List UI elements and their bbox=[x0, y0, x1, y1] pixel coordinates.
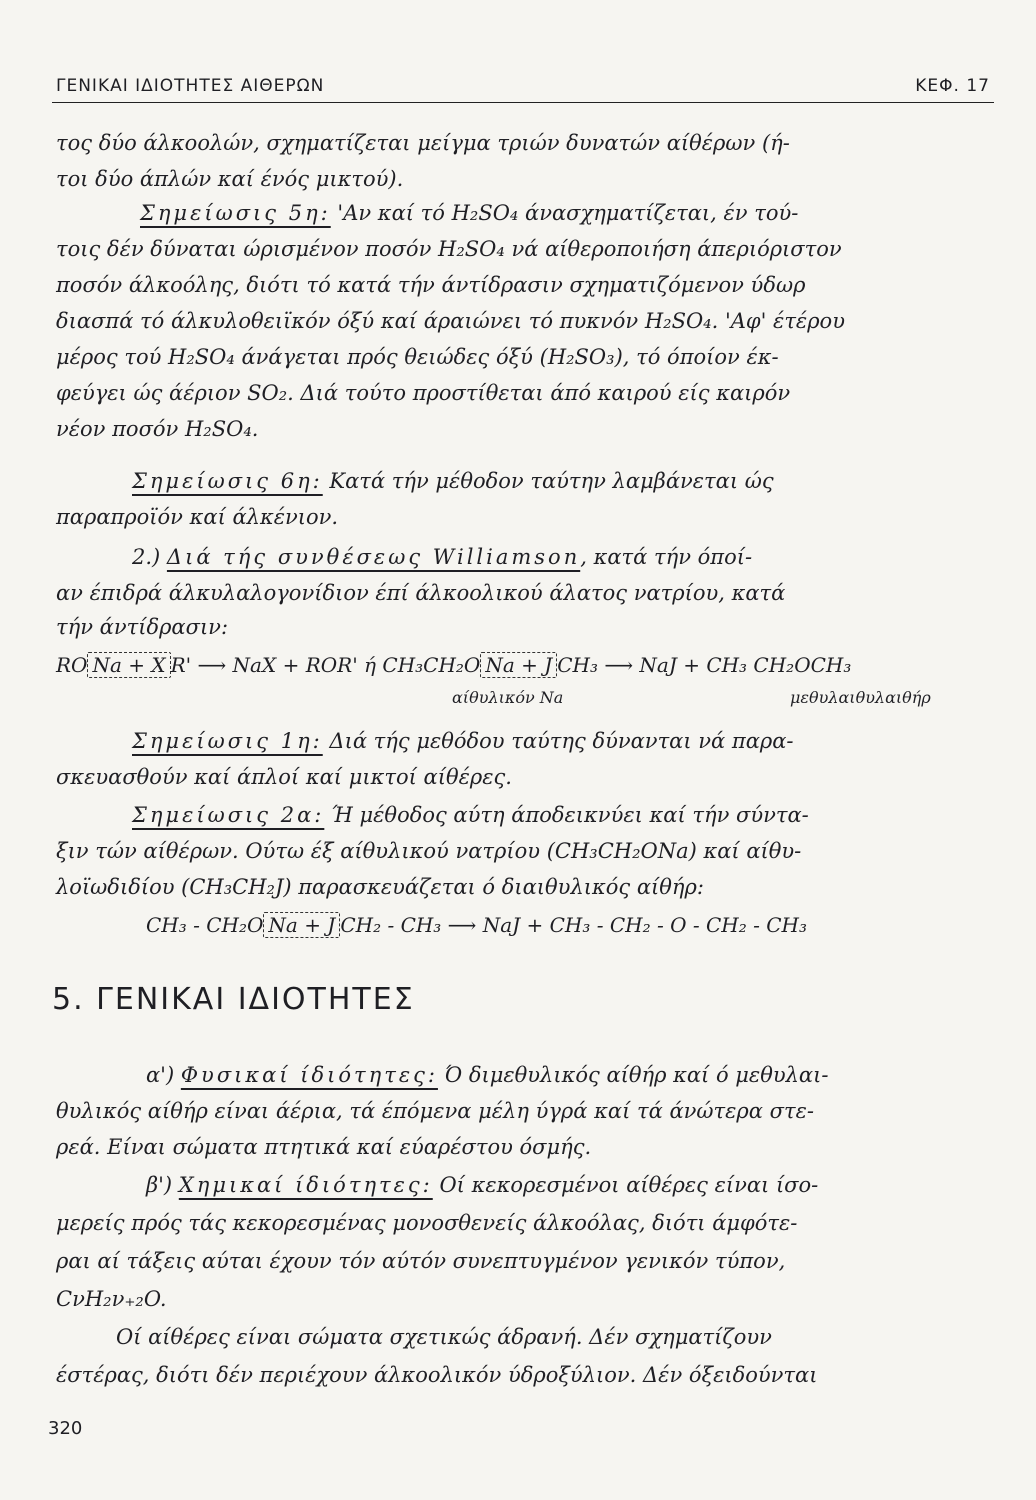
note-1-label: Σημείωσις 1η: bbox=[132, 729, 323, 753]
eq1-box-2: Na + J bbox=[480, 652, 557, 678]
note-5 bbox=[0, 198, 1036, 228]
phys-text: Ό διμεθυλικός αίθήρ καί ό μεθυλαι- bbox=[444, 1063, 829, 1087]
method-2-number: 2.) bbox=[132, 545, 161, 569]
note-6-label: Σημείωσις 6η: bbox=[132, 469, 323, 493]
chem-text: Οί κεκορεσμένοι αίθέρες είναι ίσο- bbox=[439, 1173, 819, 1197]
eq1-label-left: αίθυλικόν Na bbox=[452, 688, 564, 707]
note-2-label: Σημείωσις 2α: bbox=[132, 803, 325, 827]
physical-properties bbox=[0, 1060, 1036, 1090]
text-line: τήν άντίδρασιν: bbox=[56, 615, 229, 639]
text-line: αν έπιδρά άλκυλαλογονίδιον έπί άλκοολικού άλατος νατρίου, κατά bbox=[56, 581, 786, 605]
method-2-text: , κατά τήν όποί- bbox=[580, 545, 753, 569]
text-line: έστέρας, διότι δέν περιέχουν άλκοολικόν ύδροξύλιον. Δέν όξειδούνται bbox=[56, 1363, 818, 1387]
eq2-part-a: CH₃ - CH₂O bbox=[146, 913, 264, 937]
eq1-part-b: R' ⟶ NaX + ROR' ή CH₃CH₂O bbox=[170, 653, 481, 677]
text-line: τος δύο άλκοολών, σχηματίζεται μείγμα τριών δυνατών αίθέρων (ή- bbox=[56, 131, 790, 155]
note-1-text: Διά τής μεθόδου ταύτης δύνανται νά παρα- bbox=[329, 729, 794, 753]
eq2-box: Na + J bbox=[263, 912, 340, 938]
text-line: τοις δέν δύναται ώρισμένον ποσόν H₂SO₄ νά αίθεροποιήση άπεριόριστον bbox=[56, 237, 842, 261]
eq2-part-b: CH₂ - CH₃ ⟶ NaJ + CH₃ - CH₂ - O - CH₂ - CH₃ bbox=[340, 913, 807, 937]
running-header-title: ΓΕΝΙΚΑΙ ΙΔΙΟΤΗΤΕΣ ΑΙΘΕΡΩΝ bbox=[56, 76, 325, 96]
eq1-part-c: CH₃ ⟶ NaJ + CH₃ CH₂OCH₃ bbox=[557, 653, 852, 677]
running-header-chapter: ΚΕΦ. 17 bbox=[915, 76, 990, 96]
chem-number: β') bbox=[146, 1173, 173, 1197]
header-rule bbox=[52, 102, 994, 103]
text-line: μέρος τού H₂SO₄ άνάγεται πρός θειώδες όξύ (H₂SO₃), τό όποίον έκ- bbox=[56, 345, 779, 369]
method-2-label: Διά τής συνθέσεως Williamson bbox=[166, 545, 581, 569]
text-line: τοι δύο άπλών καί ένός μικτού). bbox=[56, 167, 404, 191]
note-2 bbox=[0, 800, 1036, 830]
eq1-label-right: μεθυλαιθυλαιθήρ bbox=[790, 688, 931, 707]
text-line: Οί αίθέρες είναι σώματα σχετικώς άδρανή. Δέν σχηματίζουν bbox=[116, 1325, 772, 1349]
note-6 bbox=[0, 466, 1036, 496]
section-heading: 5. ΓΕΝΙΚΑΙ ΙΔΙΟΤΗΤΕΣ bbox=[52, 982, 415, 1017]
eq1-part-a: RO bbox=[56, 653, 88, 677]
note-5-label: Σημείωσις 5η: bbox=[140, 201, 331, 225]
text-line: ραι αί τάξεις αύται έχουν τόν αύτόν συνεπτυγμένον γενικόν τύπον, bbox=[56, 1249, 786, 1273]
page-number: 320 bbox=[48, 1418, 83, 1439]
eq1-box-1: Na + X bbox=[87, 652, 170, 678]
phys-number: α') bbox=[146, 1063, 175, 1087]
general-formula: CνH₂ν₊₂O. bbox=[56, 1287, 167, 1311]
text-line: ξιν τών αίθέρων. Ούτω έξ αίθυλικού νατρίου (CH₃CH₂ONa) καί αίθυ- bbox=[56, 839, 802, 863]
text-line: νέον ποσόν H₂SO₄. bbox=[56, 417, 259, 441]
text-line: λοϊωδιδίου (CH₃CH₂J) παρασκευάζεται ό διαιθυλικός αίθήρ: bbox=[56, 875, 704, 899]
text-line: μερείς πρός τάς κεκορεσμένας μονοσθενείς άλκοόλας, διότι άμφότε- bbox=[56, 1211, 798, 1235]
diethyl-ether-equation bbox=[0, 910, 1036, 940]
text-line: παραπροϊόν καί άλκένιον. bbox=[56, 505, 339, 529]
williamson-equation bbox=[0, 650, 1036, 680]
text-line: θυλικός αίθήρ είναι άέρια, τά έπόμενα μέλη ύγρά καί τά άνώτερα στε- bbox=[56, 1099, 814, 1123]
chem-label: Χημικαί ίδιότητες: bbox=[178, 1173, 433, 1197]
phys-label: Φυσικαί ίδιότητες: bbox=[180, 1063, 438, 1087]
text-line: ποσόν άλκοόλης, διότι τό κατά τήν άντίδρασιν σχηματιζόμενον ύδωρ bbox=[56, 273, 806, 297]
note-5-text: 'Αν καί τό H₂SO₄ άνασχηματίζεται, έν τού- bbox=[337, 201, 799, 225]
text-line: διασπά τό άλκυλοθειϊκόν όξύ καί άραιώνει τό πυκνόν H₂SO₄. 'Αφ' έτέρου bbox=[56, 309, 845, 333]
text-line: φεύγει ώς άέριον SO₂. Διά τούτο προστίθεται άπό καιρού είς καιρόν bbox=[56, 381, 791, 405]
note-1 bbox=[0, 726, 1036, 756]
text-line: σκευασθούν καί άπλοί καί μικτοί αίθέρες. bbox=[56, 765, 512, 789]
note-2-text: Ή μέθοδος αύτη άποδεικνύει καί τήν σύντα- bbox=[331, 803, 809, 827]
method-2 bbox=[0, 542, 1036, 572]
text-line: ρεά. Είναι σώματα πτητικά καί εύαρέστου όσμής. bbox=[56, 1135, 592, 1159]
note-6-text: Κατά τήν μέθοδον ταύτην λαμβάνεται ώς bbox=[329, 469, 774, 493]
chemical-properties bbox=[0, 1170, 1036, 1200]
